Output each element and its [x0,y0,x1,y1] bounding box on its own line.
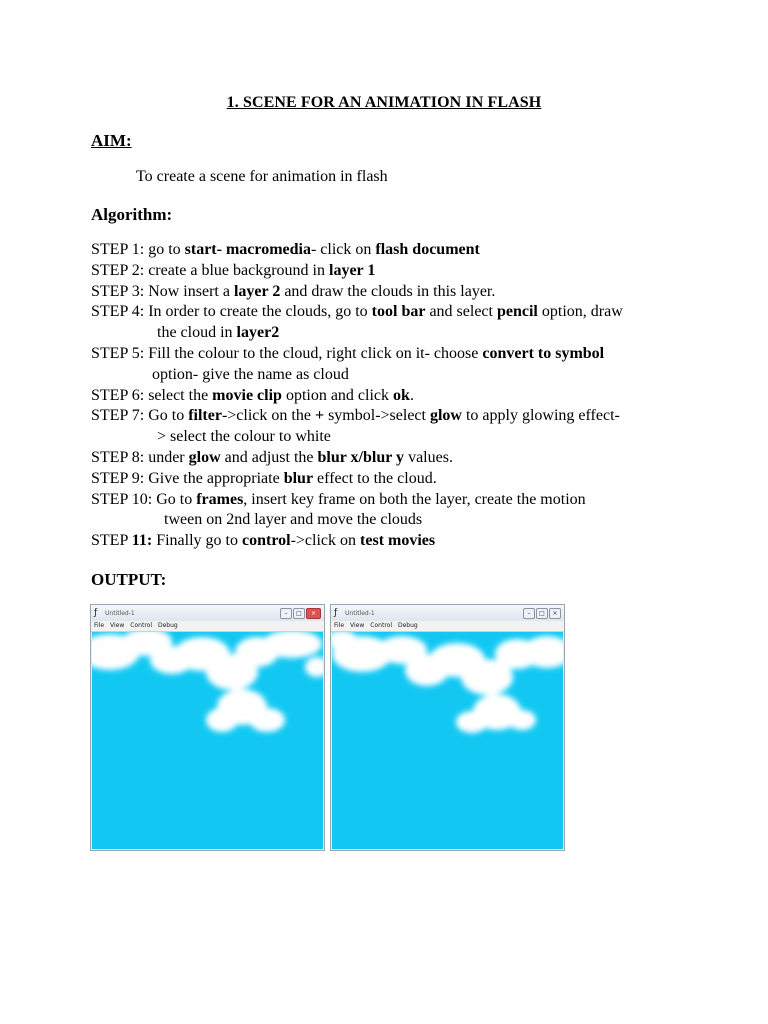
algorithm-heading: Algorithm: [91,205,173,224]
step-4: STEP 4: In order to create the clouds, go to tool bar and select pencil option, draw [91,303,623,321]
minimize-icon[interactable]: – [523,608,535,619]
window-title: Untitled-1 [345,609,375,617]
window-titlebar [331,605,564,621]
window-menubar [91,621,324,632]
step-10-cont: tween on 2nd layer and move the clouds [164,511,423,529]
step-7: STEP 7: Go to filter->click on the + symbol->select glow to apply glowing effect- [91,407,620,425]
step-2: STEP 2: create a blue background in layer 1 [91,261,376,279]
aim-text: To create a scene for animation in flash [136,168,388,185]
step-7-cont: > select the colour to white [157,428,331,446]
step-6: STEP 6: select the movie clip option and click ok. [91,386,414,404]
cloud-scene [332,632,563,849]
step-4-cont: the cloud in layer2 [157,324,280,342]
output-screenshot-1 [90,604,325,851]
step-1: STEP 1: go to start- macromedia- click on flash document [91,241,480,258]
step-5: STEP 5: Fill the colour to the cloud, right click on it- choose convert to symbol [91,344,605,362]
maximize-icon[interactable]: □ [536,608,548,619]
window-titlebar [91,605,324,621]
animation-stage [92,632,323,849]
menu-file[interactable]: File [94,622,105,629]
output-screenshot-2 [330,604,565,851]
step-11: STEP 11: Finally go to control->click on test movies [91,532,436,550]
menu-view[interactable]: View [110,622,125,629]
aim-heading: AIM: [91,131,132,150]
output-heading: OUTPUT: [91,570,167,589]
animation-stage [332,632,563,849]
step-9: STEP 9: Give the appropriate blur effect to the cloud. [91,469,437,487]
step-5-cont: option- give the name as cloud [152,365,349,383]
page-title: 1. SCENE FOR AN ANIMATION IN FLASH [226,94,542,111]
clouds [92,632,323,732]
window-menubar [331,621,564,632]
maximize-icon[interactable]: □ [293,608,305,619]
close-icon[interactable]: × [306,608,321,619]
menu-view[interactable]: View [350,622,365,629]
clouds [332,632,563,733]
close-icon[interactable]: × [549,608,561,619]
menu-file[interactable]: File [334,622,345,629]
step-8: STEP 8: under glow and adjust the blur x/blur y values. [91,448,453,466]
menu-debug[interactable]: Debug [398,622,418,629]
step-10: STEP 10: Go to frames, insert key frame on both the layer, create the motion [91,490,586,508]
flash-player-icon: ƒ [334,607,338,618]
flash-player-icon: ƒ [94,607,98,618]
steps-list [91,240,623,552]
menu-control[interactable]: Control [130,622,152,629]
window-title: Untitled-1 [105,609,135,617]
minimize-icon[interactable]: – [280,608,292,619]
cloud-scene [92,632,323,849]
step-3: STEP 3: Now insert a layer 2 and draw the clouds in this layer. [91,282,496,300]
menu-debug[interactable]: Debug [158,622,178,629]
menu-control[interactable]: Control [370,622,392,629]
